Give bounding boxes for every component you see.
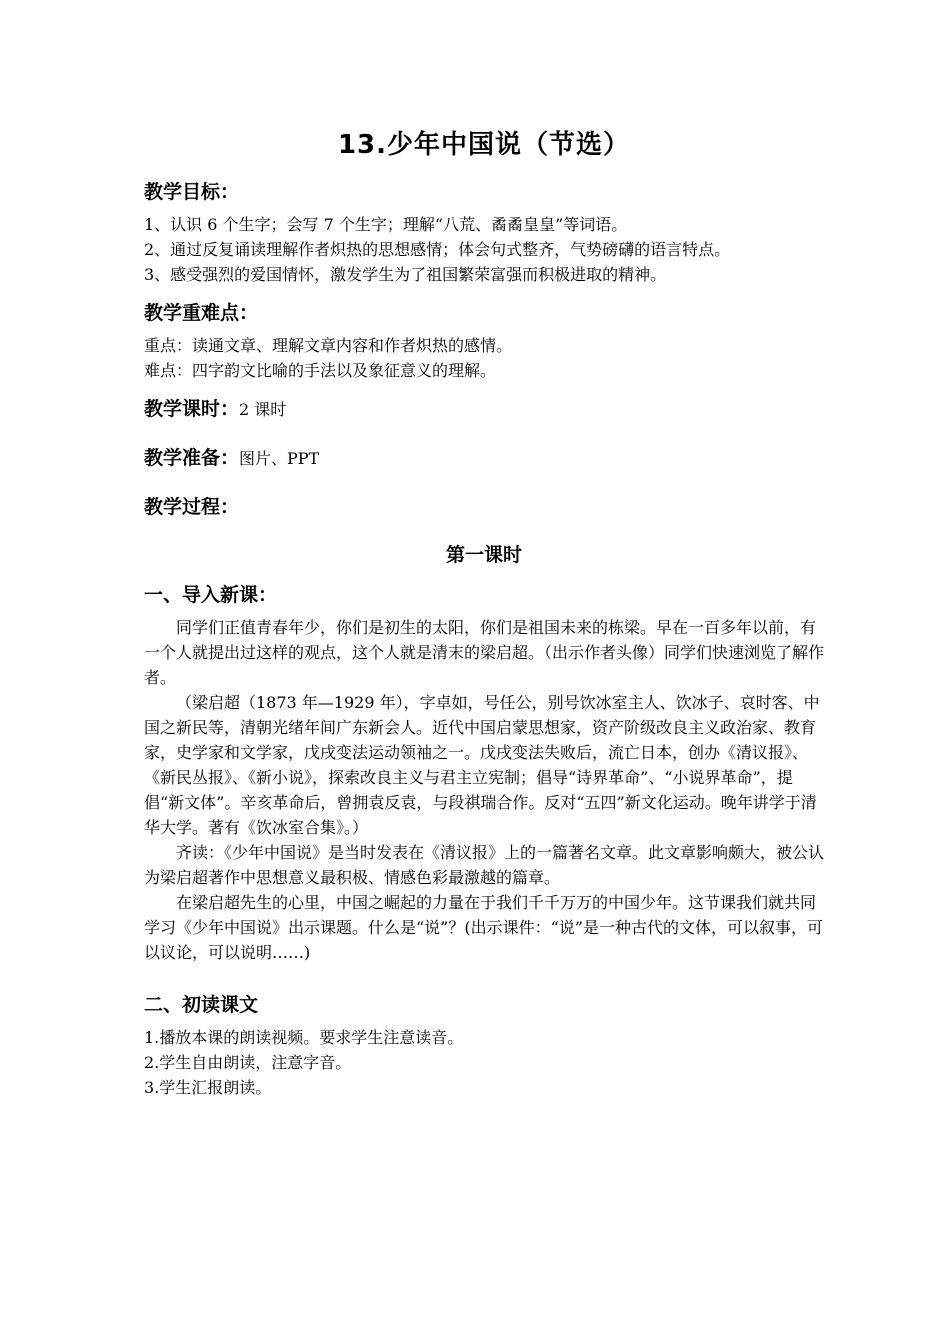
class-hours-value: 2 课时	[239, 400, 287, 419]
difficult-point-item: 难点：四字韵文比喻的手法以及象征意义的理解。	[144, 361, 497, 380]
key-points-heading: 教学重难点：	[144, 302, 259, 324]
intro-paragraph-1: 同学们正值青春年少，你们是初生的太阳，你们是祖国未来的栋梁。早在一百多年以前，有一个人就提出过这样的观点，这个人就是清末的梁启超。（出示作者头像）同学们快速浏览了解作者。	[144, 618, 825, 687]
preparation-line	[144, 444, 824, 473]
objectives-heading: 教学目标：	[144, 181, 240, 203]
intro-paragraph-3: 齐读：《少年中国说》是当时发表在《清议报》上的一篇著名文章。此文章影响颇大，被公认为梁启超著作中思想意义最积极、情感色彩最激越的篇章。	[144, 843, 825, 887]
class-hours-line	[144, 395, 824, 424]
key-point-item: 重点：读通文章、理解文章内容和作者炽热的感情。	[144, 336, 513, 355]
section-first-reading-heading: 二、初读课文	[144, 994, 259, 1016]
intro-paragraph-4: 在梁启超先生的心里，中国之崛起的力量在于我们千千万万的中国少年。这节课我们就共同学习《少年中国说》出示课题。什么是“说”？(出示课件：“说”是一种古代的文体，可以叙事，可以议论，可以说明……)	[144, 893, 823, 962]
objective-item-1: 1、认识 6 个生字；会写 7 个生字；理解“八荒、矞矞皇皇”等词语。	[144, 215, 628, 234]
document-page	[144, 128, 824, 1100]
intro-paragraph-2: （梁启超（1873 年—1929 年），字卓如，号任公，别号饮冰室主人、饮冰子、哀时客、中国之新民等，清朝光绪年间广东新会人。近代中国启蒙思想家，资产阶级改良主义政治家、教育家，史学家和文学家，戊戌变法运动领袖之一。戊戌变法失败后，流亡日本，创办《清议报》、《新民丛报》、《新小说》，探索改良主义与君主立宪制；倡导“诗界革命”、“小说界革命”，提倡“新文体”。辛亥革命后，曾拥袁反袁，与段祺瑞合作。反对“五四”新文化运动。晚年讲学于清华大学。著有《饮冰室合集》。）	[144, 693, 820, 837]
process-heading: 教学过程：	[144, 496, 240, 518]
objective-item-3: 3、感受强烈的爱国情怀，激发学生为了祖国繁荣富强而积极进取的精神。	[144, 265, 667, 284]
lesson-one-heading: 第一课时	[445, 544, 522, 566]
document-title: 13.少年中国说（节选）	[337, 130, 631, 160]
objective-item-2: 2、通过反复诵读理解作者炽热的思想感情；体会句式整齐，气势磅礴的语言特点。	[144, 240, 731, 259]
reading-step-2: 2.学生自由朗读，注意字音。	[144, 1053, 352, 1072]
section-intro-heading: 一、导入新课：	[144, 584, 278, 606]
preparation-label: 教学准备：	[144, 447, 240, 469]
class-hours-label: 教学课时：	[144, 398, 240, 420]
preparation-value: 图片、PPT	[239, 449, 320, 468]
reading-step-1: 1.播放本课的朗读视频。要求学生注意读音。	[144, 1028, 464, 1047]
reading-step-3: 3.学生汇报朗读。	[144, 1078, 272, 1097]
